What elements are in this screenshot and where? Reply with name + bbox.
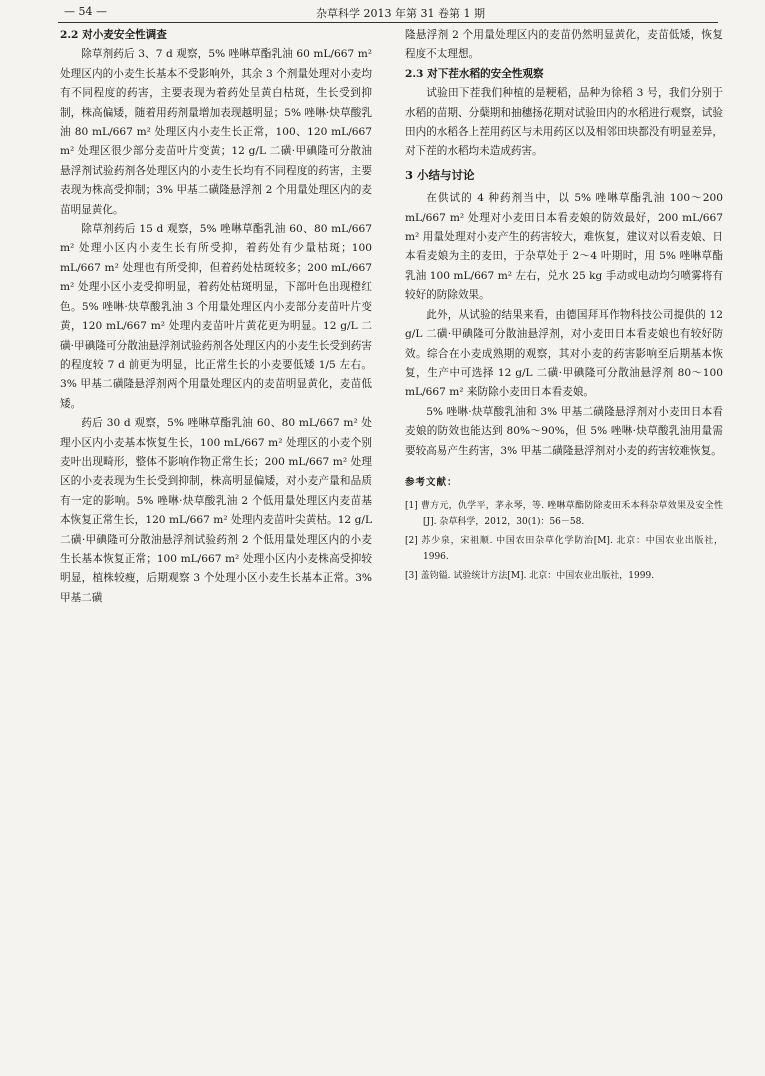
paragraph: 药后 30 d 观察，5% 唑啉草酯乳油 60、80 mL/667 m² 处理小区内小麦基本恢复生长，100 mL/667 m² 处理区的小麦个别麦叶出现畸形，整体不影响作物正常生长；200 mL/667 m² 处理区的小麦表现为生长受到抑制，株高明显偏矮，对小麦产量和品质有一定的影响。5% 唑啉·炔草酸乳油 2 个低用量处理区内麦苗基本恢复正常生长，120 mL/667 m² 处理内麦苗叶尖黄枯。12 g/L 二磺·甲碘隆可分散油悬浮剂试验药剂 2 个低用量处理区内的小麦生长基本恢复正常；100 mL/667 m² 处理小区内小麦株高受抑较明显，植株较瘦，后期观察 3 个处理小区小麦生长基本正常。3% 甲基二磺 (60, 417, 372, 604)
paragraph: 此外，从试验的结果来看，由德国拜耳作物科技公司提供的 12 g/L 二磺·甲碘隆可分散油悬浮剂，对小麦田日本看麦娘也有较好防效。综合在小麦成熟期的观察，其对小麦的药害影响至后期基本恢复，生产中可选择 12 g/L 二磺·甲碘隆可分散油悬浮剂 80～100 mL/667 m² 来防除小麦田日本看麦娘。 (405, 308, 723, 399)
reference-item: [1] 曹方元，仇学平，茅永琴，等. 唑啉草酯防除麦田禾本科杂草效果及安全性[J]. 杂草科学，2012，30(1)：56－58. (405, 501, 723, 528)
paragraph: 除草剂药后 3、7 d 观察，5% 唑啉草酯乳油 60 mL/667 m² 处理区内的小麦生长基本不受影响外，其余 3 个剂量处理对小麦均有不同程度的药害，主要表现为着药处呈黄白枯斑，生长受到抑制，株高偏矮，随着用药剂量增加表现越明显；5% 唑啉·炔草酸乳油 80 mL/667 m² 处理区内小麦生长正常，100、120 mL/667 m² 处理区很少部分麦苗叶片变黄；12 g/L 二磺·甲碘隆可分散油悬浮剂试验药剂各处理区内的小麦生长均有不同程度的药害，主要表现为株高受抑制；3% 甲基二磺隆悬浮剂 2 个用量处理区内的麦苗明显黄化。 (60, 48, 372, 216)
section-heading-2-3: 2.3 对下茬水稻的安全性观察 (405, 67, 544, 80)
right-column (405, 26, 723, 587)
journal-info: 杂草科学 2013 年第 31 卷第 1 期 (316, 7, 485, 20)
paragraph: 试验田下茬我们种植的是粳稻，品种为徐稻 3 号，我们分别于水稻的苗期、分蘖期和抽穗扬花期对试验田内的水稻进行观察，试验田内的水稻各上茬用药区与未用药区以及相邻田块都没有明显差异，对下茬的水稻均未造成药害。 (405, 87, 723, 158)
paragraph: 隆悬浮剂 2 个用量处理区内的麦苗仍然明显黄化，麦苗低矮，恢复程度不太理想。 (405, 29, 723, 61)
section-heading-2-2: 2.2 对小麦安全性调查 (60, 29, 167, 41)
references-list (405, 498, 723, 584)
reference-item: [3] 盖钧镒. 试验统计方法[M]. 北京：中国农业出版社，1999. (405, 571, 655, 582)
paragraph: 除草剂药后 15 d 观察，5% 唑啉草酯乳油 60、80 mL/667 m² 处理小区内小麦生长有所受抑，着药处有少量枯斑；100 mL/667 m² 处理也有所受抑，但着药处枯斑较多；200 mL/667 m² 处理小区小麦受抑明显，着药处枯斑明显，下部叶色出现橙红色。5% 唑啉·炔草酸乳油 3 个用量处理区内小麦部分麦苗叶片变黄，120 mL/667 m² 处理内麦苗叶片黄花更为明显。12 g/L 二磺·甲碘隆可分散油悬浮剂试验药剂各处理区内的小麦生长受到药害的程度较 7 d 前更为明显，比正常生长的小麦要低矮 1/5 左右。3% 甲基二磺隆悬浮剂两个用量处理区内的麦苗明显黄化，麦苗低矮。 (60, 223, 372, 410)
reference-item: [2] 苏少泉，宋祖顺. 中国农田杂草化学防治[M]. 北京：中国农业出版社，1996. (405, 536, 723, 563)
references-title: 参考文献： (405, 476, 458, 488)
left-column (60, 26, 372, 608)
page-header (58, 2, 718, 23)
page-number: — 54 — (64, 5, 107, 18)
paragraph: 在供试的 4 种药剂当中，以 5% 唑啉草酯乳油 100～200 mL/667 m² 处理对小麦田日本看麦娘的防效最好，200 mL/667 m² 用量处理对小麦产生的药害较大，难恢复，建议对以看麦娘、日本看麦娘为主的麦田，于杂草处于 2～4 叶期时，用 5% 唑啉草酯乳油 100 mL/667 m² 左右，兑水 25 kg 手动或电动均匀喷雾将有较好的防除效果。 (405, 192, 723, 302)
paragraph: 5% 唑啉·炔草酸乳油和 3% 甲基二磺隆悬浮剂对小麦田日本看麦娘的防效也能达到 80%～90%，但 5% 唑啉·炔草酸乳油用量需要较高易产生药害，3% 甲基二磺隆悬浮剂对小麦的药害较难恢复。 (405, 405, 723, 457)
section-heading-3: 3 小结与讨论 (405, 167, 475, 182)
